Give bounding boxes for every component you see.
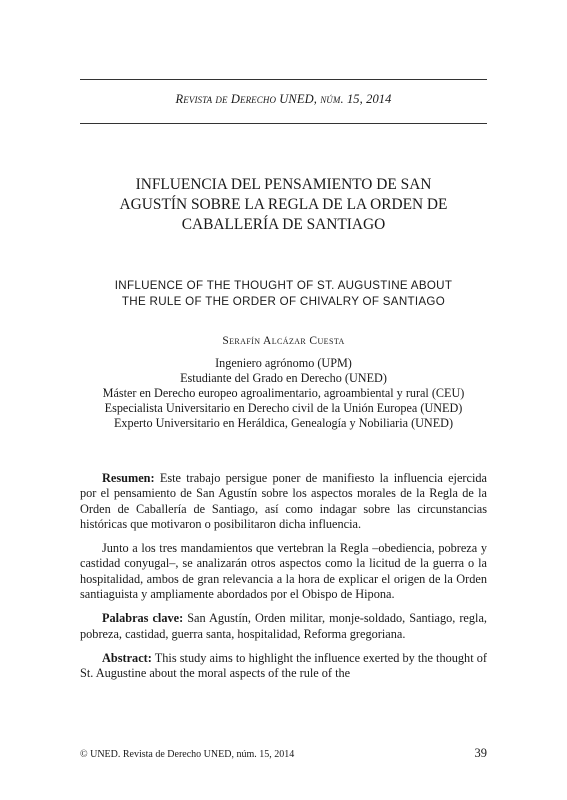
title-line: AGUSTÍN SOBRE LA REGLA DE LA ORDEN DE: [119, 196, 448, 213]
abstract-paragraph: [80, 651, 487, 682]
article-title: [80, 175, 487, 235]
resumen-label: Resumen:: [102, 471, 155, 485]
journal-name-end: UNED,: [279, 92, 321, 106]
affiliation-line: Especialista Universitario en Derecho civil de la Unión Europea (UNED): [104, 401, 463, 415]
english-title: [80, 278, 487, 310]
title-line: INFLUENCIA DEL PENSAMIENTO DE SAN: [135, 176, 432, 193]
article-body: [80, 471, 487, 691]
affiliation-line: Estudiante del Grado en Derecho (UNED): [180, 371, 387, 385]
journal-mid1: evista de: [183, 92, 231, 106]
journal-num: núm: [320, 92, 341, 106]
journal-mid2: erecho: [239, 92, 280, 106]
affiliation-line: Experto Universitario en Heráldica, Genealogía y Nobiliaria (UNED): [113, 416, 454, 430]
keywords-text: San Agustín, Orden militar, monje-soldado, Santiago, regla, pobreza, castidad, guerra santa, hospitalidad, Reforma gregoriana.: [80, 611, 487, 641]
author-name: Serafín Alcázar Cuesta: [222, 335, 345, 347]
running-header: [80, 92, 487, 107]
abstract-text: This study aims to highlight the influence exerted by the thought of St. Augustine about the moral aspects of the rule of the: [80, 650, 487, 681]
title-line: CABALLERÍA DE SANTIAGO: [181, 216, 386, 233]
footer-copyright: © UNED. Revista de Derecho UNED, núm. 15, 2014: [80, 749, 295, 760]
journal-d: D: [230, 92, 240, 106]
resumen-text: Este trabajo persigue poner de manifiesto la influencia ejercida por el pensamiento de San Agustín sobre los aspectos morales de la Regla de la Orden de Caballería de Santiago, así como indagar sobre las circunstancias históricas que motivaron o posibilitaron dicha influencia.: [80, 471, 487, 531]
subtitle-line: INFLUENCE OF THE THOUGHT OF ST. AUGUSTINE ABOUT: [114, 279, 453, 292]
keywords-label: Palabras clave:: [102, 611, 184, 626]
abstract-label: Abstract:: [102, 650, 152, 665]
subtitle-line: THE RULE OF THE ORDER OF CHIVALRY OF SANTIAGO: [121, 295, 446, 308]
body-paragraph: Junto a los tres mandamientos que vertebran la Regla –obediencia, pobreza y castidad conyugal–, se analizarán otros aspectos como la licitud de la guerra o la hospitalidad, ambos de gran relevancia a la hora de explicar el origen de la Orden santiaguista y ampliamente abordados por el Obispo de Hipona.: [80, 541, 487, 602]
journal-issue: . 15, 2014: [340, 92, 392, 106]
author-affiliations: [80, 356, 487, 431]
page-number: 39: [474, 746, 487, 760]
keywords-paragraph: [80, 611, 487, 642]
page-footer: [80, 746, 487, 761]
affiliation-line: Ingeniero agrónomo (UPM): [215, 356, 352, 370]
affiliation-line: Máster en Derecho europeo agroalimentario, agroambiental y rural (CEU): [102, 386, 465, 400]
journal-prefix: R: [175, 92, 184, 106]
resumen-paragraph: [80, 471, 487, 532]
header-rule-bottom: [80, 123, 487, 124]
header-rule-top: [80, 79, 487, 80]
